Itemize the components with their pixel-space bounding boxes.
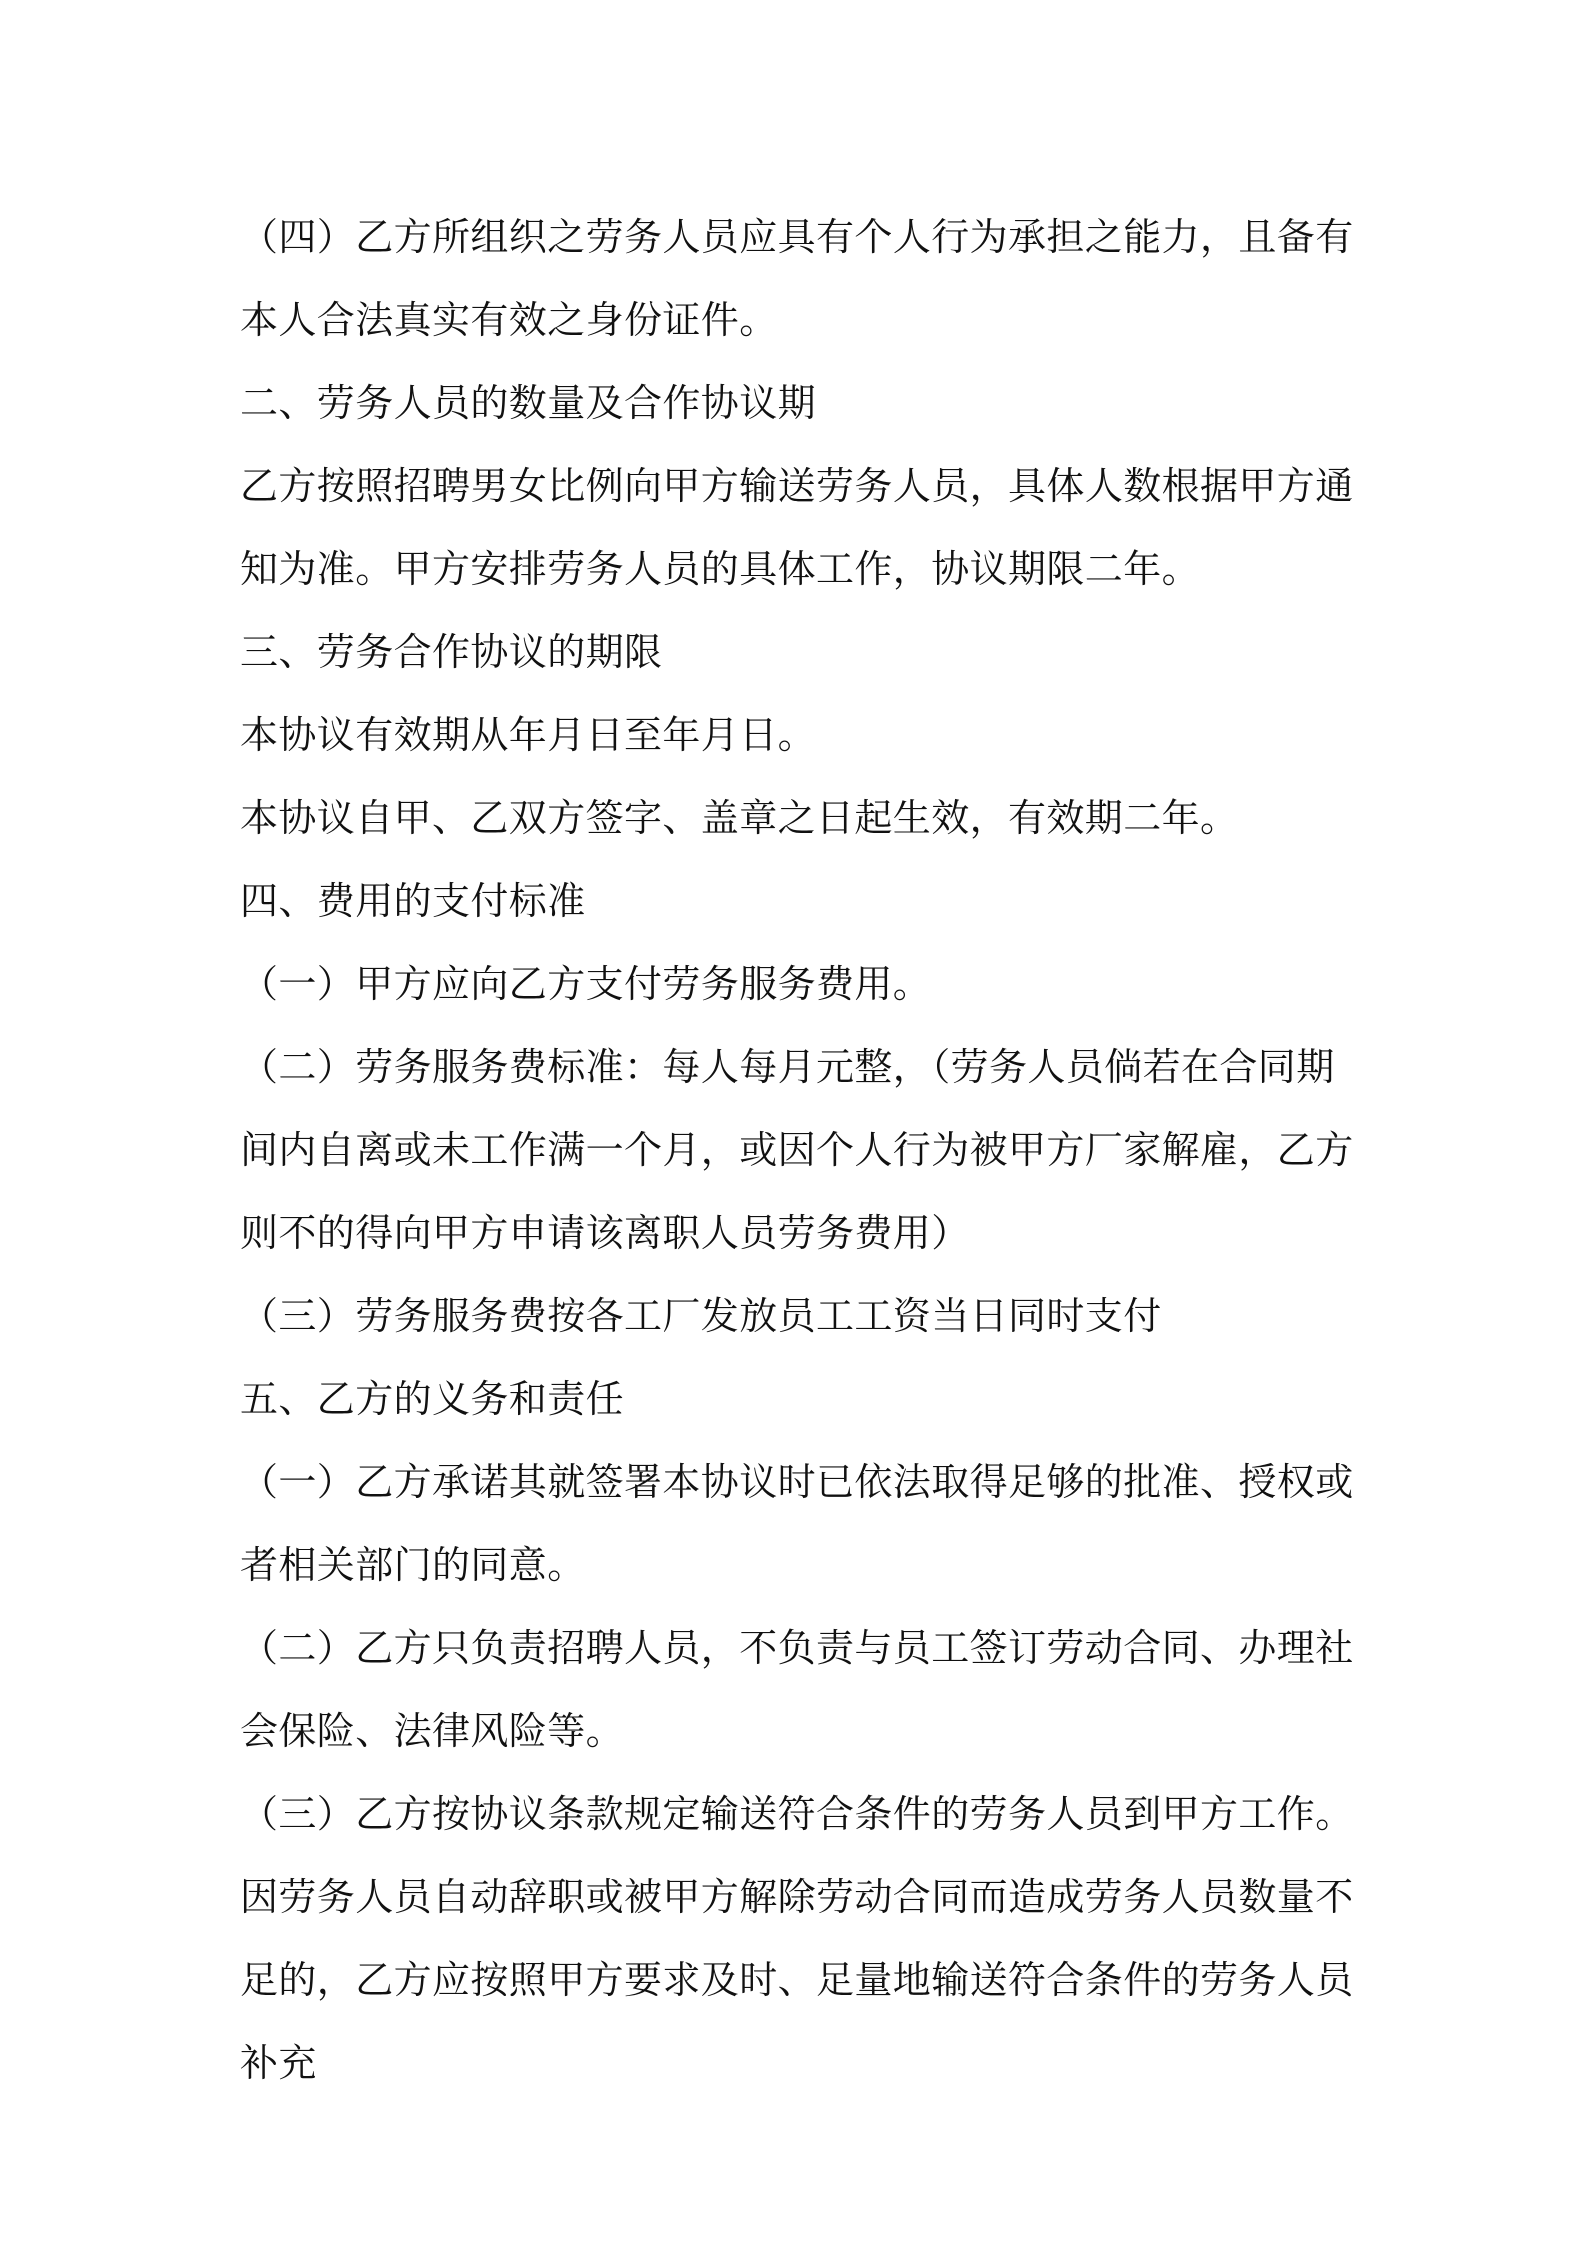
document-body: [240, 196, 1360, 2105]
clause-quantity: 乙方按照招聘男女比例向甲方输送劳务人员，具体人数根据甲方通知为准。甲方安排劳务人员的具体工作，协议期限二年。: [240, 464, 1354, 591]
clause-duty-3: （三）乙方按协议条款规定输送符合条件的劳务人员到甲方工作。因劳务人员自动辞职或被甲方解除劳动合同而造成劳务人员数量不足的，乙方应按照甲方要求及时、足量地输送符合条件的劳务人员补充: [240, 1792, 1354, 2085]
clause-fee-3: （三）劳务服务费按各工厂发放员工工资当日同时支付: [240, 1294, 1162, 1338]
section-heading-2: 二、劳务人员的数量及合作协议期: [240, 381, 817, 425]
clause-effective: 本协议自甲、乙双方签字、盖章之日起生效，有效期二年。: [240, 796, 1239, 840]
section-heading-4: 四、费用的支付标准: [240, 879, 586, 923]
clause-fee-1: （一）甲方应向乙方支付劳务服务费用。: [240, 962, 932, 1006]
clause-fee-2: （二）劳务服务费标准：每人每月元整，（劳务人员倘若在合同期间内自离或未工作满一个月，或因个人行为被甲方厂家解雇，乙方则不的得向甲方申请该离职人员劳务费用）: [240, 1045, 1354, 1255]
section-heading-3: 三、劳务合作协议的期限: [240, 630, 663, 674]
clause-validity-dates: 本协议有效期从年月日至年月日。: [240, 713, 817, 757]
clause-4-identity: （四）乙方所组织之劳务人员应具有个人行为承担之能力，且备有本人合法真实有效之身份证件。: [240, 215, 1354, 342]
section-heading-5: 五、乙方的义务和责任: [240, 1377, 625, 1421]
clause-duty-2: （二）乙方只负责招聘人员，不负责与员工签订劳动合同、办理社会保险、法律风险等。: [240, 1626, 1354, 1753]
clause-duty-1: （一）乙方承诺其就签署本协议时已依法取得足够的批准、授权或者相关部门的同意。: [240, 1460, 1354, 1587]
